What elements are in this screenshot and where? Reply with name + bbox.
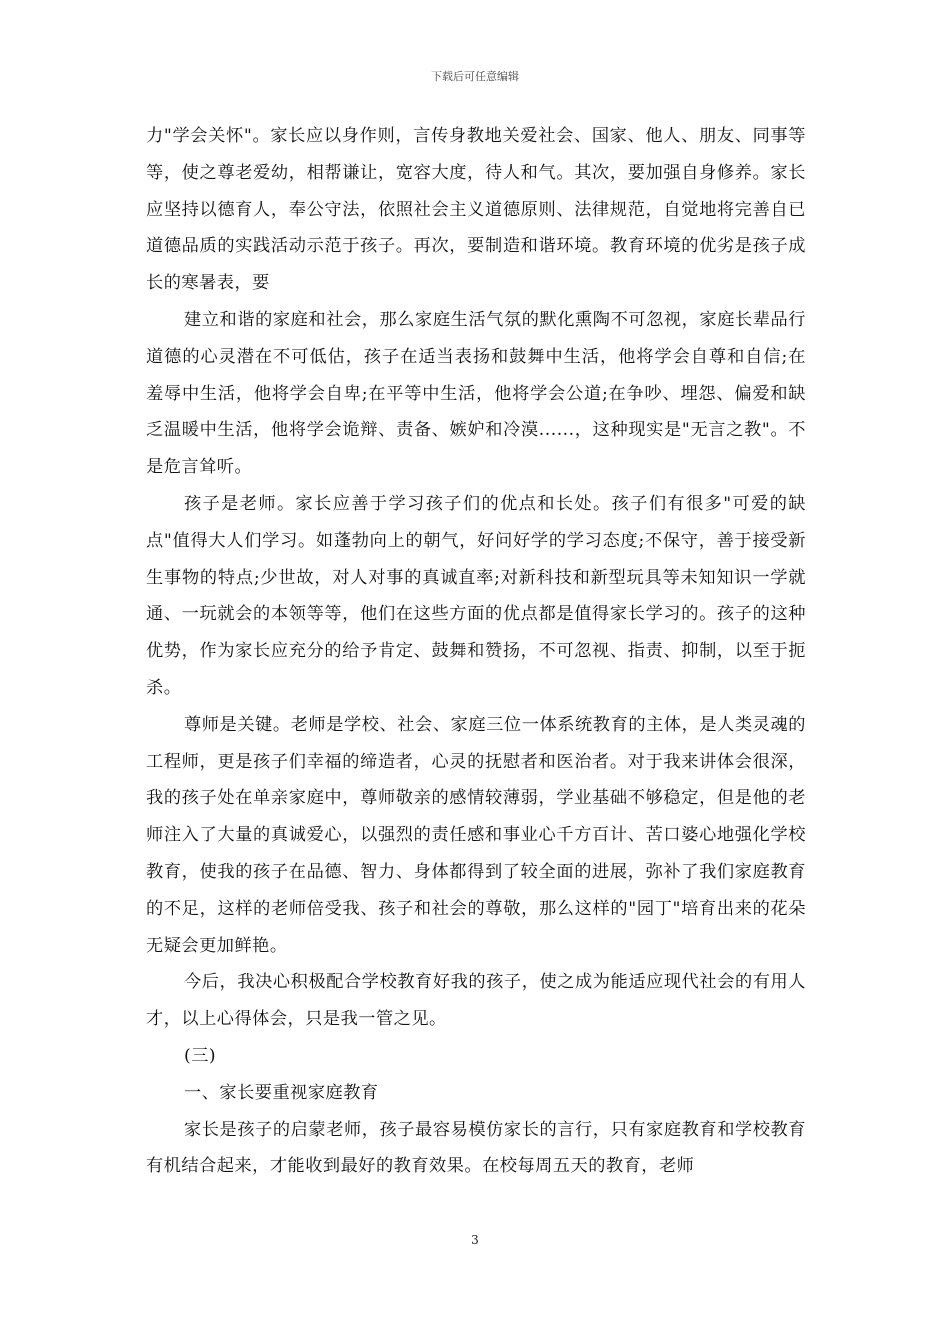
paragraph-continuation: 力"学会关怀"。家长应以身作则，言传身教地关爱社会、国家、他人、朋友、同事等等，使之尊老爱幼，相帮谦让，宽容大度，待人和气。其次，要加强自身修养。家长应坚持以德育人，奉公守法，依照社会主义道德原则、法律规范，自觉地将完善自已道德品质的实践活动示范于孩子。再次，要制造和谐环境。教育环境的优劣是孩子成长的寒暑表，要 xyxy=(146,126,806,294)
section-number-heading: (三) xyxy=(184,1045,217,1066)
paragraph-children-as-teachers: 孩子是老师。家长应善于学习孩子们的优点和长处。孩子们有很多"可爱的缺点"值得大人们学习。如蓬勃向上的朝气，好问好学的学习态度;不保守，善于接受新生事物的特点;少世故，对人对事的真诚直率;对新科技和新型玩具等未知知识一学就通、一玩就会的本领等等，他们在这些方面的优点都是值得家长学习的。孩子的这种优势，作为家长应充分的给予肯定、鼓舞和赞扬，不可忽视、指责、抑制，以至于扼杀。 xyxy=(146,493,806,698)
page-header: 下载后可任意编辑 xyxy=(431,70,519,83)
subsection-heading: 一、家长要重视家庭教育 xyxy=(184,1082,379,1103)
paragraph-conclusion: 今后，我决心积极配合学校教育好我的孩子，使之成为能适应现代社会的有用人才，以上心得体会，只是我一管之见。 xyxy=(146,972,806,1030)
paragraph-respect-teachers: 尊师是关键。老师是学校、社会、家庭三位一体系统教育的主体，是人类灵魂的工程师，更是孩子们幸福的缔造者，心灵的抚慰者和医治者。对于我来讲体会很深，我的孩子处在单亲家庭中，尊师敬亲的感情较薄弱，学业基础不够稳定，但是他的老师注入了大量的真诚爱心，以强烈的责任感和事业心千方百计、苦口婆心地强化学校教育，使我的孩子在品德、智力、身体都得到了较全面的进展，弥补了我们家庭教育的不足，这样的老师倍受我、孩子和社会的尊敬，那么这样的"园丁"培育出来的花朵无疑会更加鲜艳。 xyxy=(146,714,806,956)
document-body xyxy=(146,118,806,1185)
paragraph-harmonious-environment: 建立和谐的家庭和社会，那么家庭生活气氛的默化熏陶不可忽视，家庭长辈品行道德的心灵潜在不可低估，孩子在适当表扬和鼓舞中生活，他将学会自尊和自信;在羞辱中生活，他将学会自卑;在平等中生活，他将学会公道;在争吵、埋怨、偏爱和缺乏温暖中生活，他将学会诡辩、责备、嫉妒和冷漠......，这种现实是"无言之教"。不是危言耸听。 xyxy=(146,309,806,478)
page-number: 3 xyxy=(471,1233,479,1247)
paragraph-family-education: 家长是孩子的启蒙老师，孩子最容易模仿家长的言行，只有家庭教育和学校教育有机结合起来，才能收到最好的教育效果。在校每周五天的教育，老师 xyxy=(146,1119,806,1177)
